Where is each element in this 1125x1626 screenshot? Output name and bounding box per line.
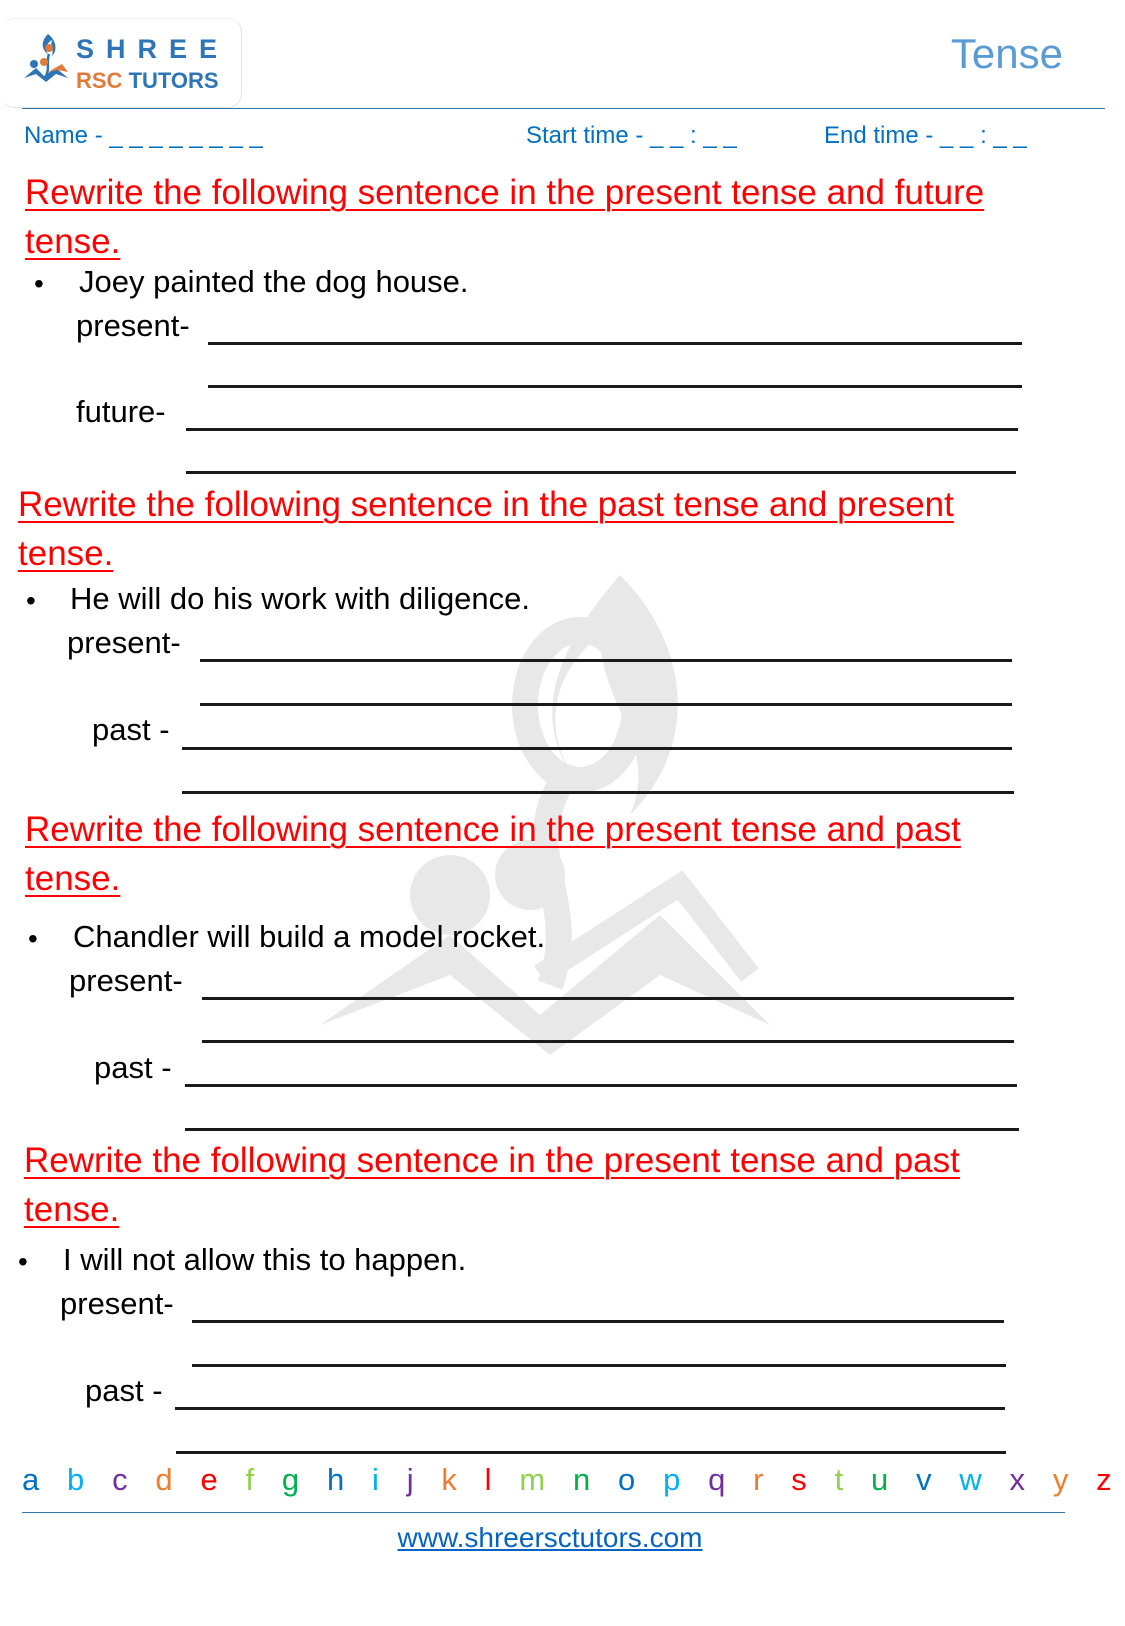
bullet-icon: • xyxy=(28,923,38,954)
question-4-title-line1: Rewrite the following sentence in the present tense and past xyxy=(24,1141,960,1180)
start-time-field[interactable]: Start time - _ _ : _ _ xyxy=(526,122,737,149)
question-4-label-past: past - xyxy=(85,1373,163,1408)
answer-line[interactable] xyxy=(202,1040,1014,1043)
footer-divider xyxy=(22,1512,1065,1513)
answer-line[interactable] xyxy=(186,428,1018,431)
question-2-title-line2: tense. xyxy=(18,534,114,573)
website-link[interactable]: www.shreersctutors.com xyxy=(397,1522,703,1553)
question-2-title-line1: Rewrite the following sentence in the past tense and present xyxy=(18,485,954,524)
alphabet-letter: v xyxy=(916,1462,932,1497)
answer-line[interactable] xyxy=(208,342,1022,345)
answer-line[interactable] xyxy=(182,791,1014,794)
worksheet-title: Tense xyxy=(950,30,1063,77)
logo-text-rsc: RSC xyxy=(76,68,123,93)
alphabet-letter: w xyxy=(959,1462,982,1497)
alphabet-letter: r xyxy=(753,1462,764,1497)
alphabet-letter: g xyxy=(281,1462,300,1497)
logo-icon xyxy=(22,32,72,88)
logo-text-tutors: TUTORS xyxy=(122,68,219,93)
bullet-icon: • xyxy=(18,1246,28,1277)
alphabet-letter: f xyxy=(245,1462,255,1497)
answer-line[interactable] xyxy=(185,1084,1017,1087)
question-2-label-past: past - xyxy=(92,712,170,747)
answer-line[interactable] xyxy=(192,1320,1004,1323)
alphabet-letter: y xyxy=(1052,1462,1069,1497)
question-3-title-line1: Rewrite the following sentence in the present tense and past xyxy=(25,810,961,849)
alphabet-letter: n xyxy=(572,1462,591,1497)
question-1-label-future: future- xyxy=(76,394,166,429)
question-2-sentence: He will do his work with diligence. xyxy=(70,581,531,616)
question-3-title-line2: tense. xyxy=(25,859,121,898)
alphabet-letter: j xyxy=(406,1462,414,1497)
answer-line[interactable] xyxy=(176,1451,1006,1454)
alphabet-letter: x xyxy=(1009,1462,1026,1497)
answer-line[interactable] xyxy=(175,1407,1005,1410)
end-time-field[interactable]: End time - _ _ : _ _ xyxy=(824,122,1027,149)
question-1-title-line2: tense. xyxy=(25,222,121,261)
alphabet-letter: q xyxy=(708,1462,726,1497)
alphabet-letter: l xyxy=(484,1462,492,1497)
alphabet-letter: t xyxy=(834,1462,844,1497)
alphabet-letter: i xyxy=(372,1462,379,1497)
question-1-title-line1: Rewrite the following sentence in the present tense and future xyxy=(25,173,985,212)
logo-text-shree: SHREE xyxy=(76,34,230,64)
alphabet-letter: h xyxy=(326,1462,345,1497)
answer-line[interactable] xyxy=(186,471,1016,474)
answer-line[interactable] xyxy=(200,659,1012,662)
answer-line[interactable] xyxy=(200,703,1012,706)
alphabet-letter: d xyxy=(155,1462,173,1497)
question-4-label-present: present- xyxy=(60,1286,174,1321)
name-field[interactable]: Name - _ _ _ _ _ _ _ _ xyxy=(24,122,263,149)
answer-line[interactable] xyxy=(208,385,1022,388)
question-2-label-present: present- xyxy=(67,625,181,660)
alphabet-strip xyxy=(22,1462,1112,1498)
alphabet-letter: u xyxy=(871,1462,889,1497)
bullet-icon: • xyxy=(34,268,44,299)
bullet-icon: • xyxy=(26,585,36,616)
question-3-label-present: present- xyxy=(69,963,183,998)
alphabet-letter: e xyxy=(200,1462,218,1497)
footer xyxy=(0,1522,1100,1554)
alphabet-letter: k xyxy=(441,1462,457,1497)
question-1-sentence: Joey painted the dog house. xyxy=(79,264,469,299)
alphabet-letter: z xyxy=(1096,1462,1112,1497)
question-3-sentence: Chandler will build a model rocket. xyxy=(73,919,546,954)
header-divider xyxy=(22,108,1105,109)
alphabet-letter: c xyxy=(112,1462,128,1497)
question-3-label-past: past - xyxy=(94,1050,172,1085)
alphabet-letter: o xyxy=(618,1462,636,1497)
question-4-sentence: I will not allow this to happen. xyxy=(63,1242,467,1277)
alphabet-letter: m xyxy=(519,1462,546,1497)
alphabet-letter: s xyxy=(791,1462,807,1497)
answer-line[interactable] xyxy=(202,997,1014,1000)
answer-line[interactable] xyxy=(185,1128,1019,1131)
answer-line[interactable] xyxy=(182,747,1012,750)
question-4-title-line2: tense. xyxy=(24,1190,120,1229)
answer-line[interactable] xyxy=(192,1364,1006,1367)
question-1-label-present: present- xyxy=(76,308,190,343)
alphabet-letter: b xyxy=(67,1462,85,1497)
alphabet-letter: p xyxy=(663,1462,681,1497)
alphabet-letter: a xyxy=(22,1462,40,1497)
logo-text-rsc-tutors xyxy=(76,68,219,94)
